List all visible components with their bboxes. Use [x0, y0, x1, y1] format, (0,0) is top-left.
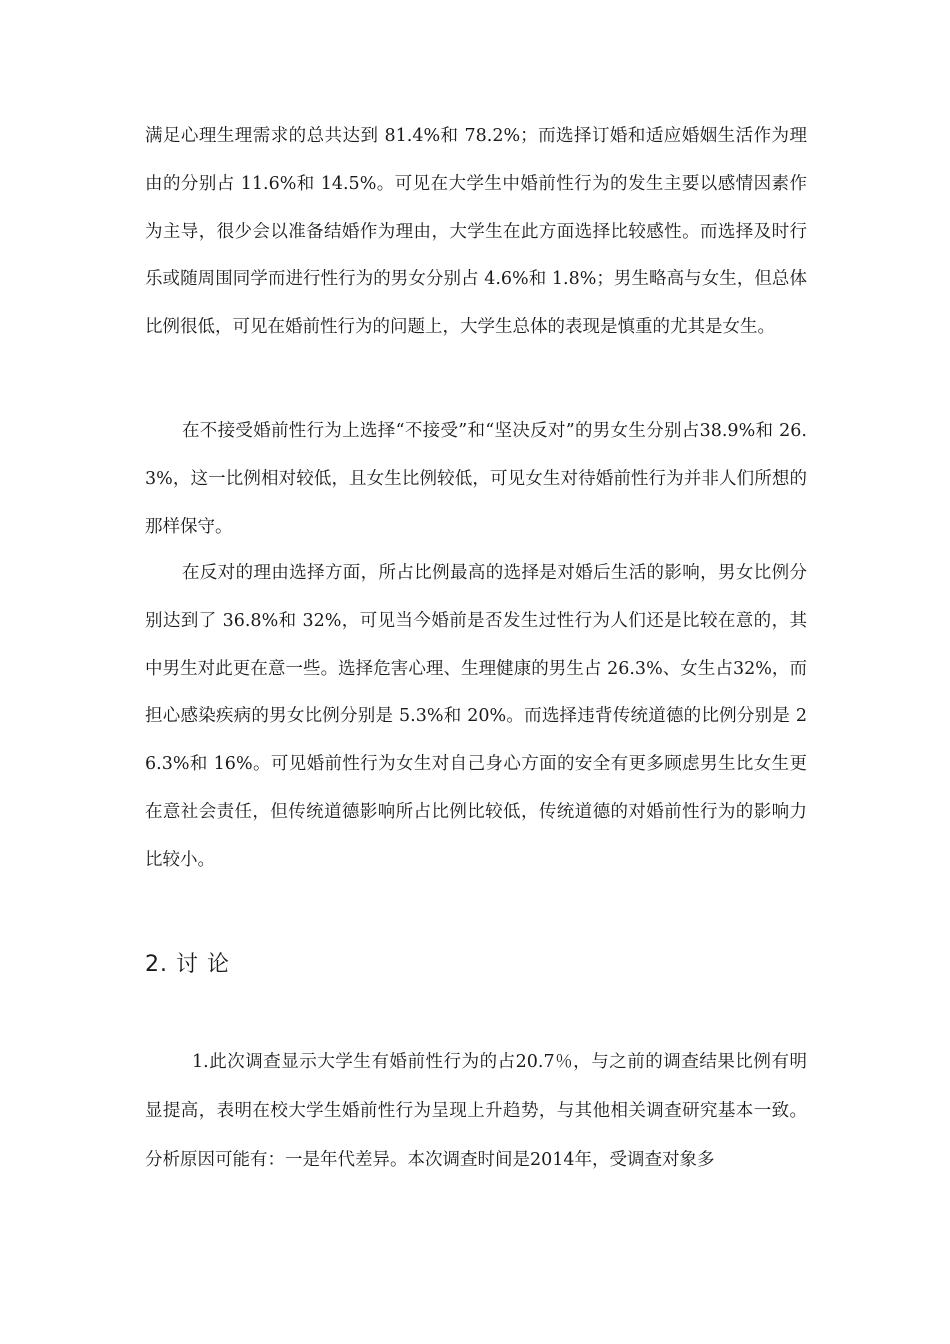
section-heading: 2. 讨 论 [145, 952, 230, 977]
body-paragraph-3: 在反对的理由选择方面，所占比例最高的选择是对婚后生活的影响，男女比例分别达到了 36.8%和 32%，可见当今婚前是否发生过性行为人们还是比较在意的，其中男生对此更在意一些。选择危害心理、生理健康的男生占 26.3%、女生占32%，而担心感染疾病的男女比例分别是 5.3%和 20%。而选择违背传统道德的比例分别是 26.3%和 16%。可见婚前性行为女生对自己身心方面的安全有更多顾虑男生比女生更在意社会责任，但传统道德影响所占比例比较低，传统道德的对婚前性行为的影响力比较小。 [145, 563, 807, 870]
body-paragraph-2: 在不接受婚前性行为上选择“不接受”和“坚决反对”的男女生分别占38.9%和 26.3%，这一比例相对较低，且女生比例较低，可见女生对待婚前性行为并非人们所想的那样保守。 [145, 421, 807, 537]
discussion-paragraph: 1.此次调查显示大学生有婚前性行为的占20.7％，与之前的调查结果比例有明显提高，表明在校大学生婚前性行为呈现上升趋势，与其他相关调查研究基本一致。分析原因可能有：一是年代差异。本次调查时间是2014年，受调查对象多 [145, 1052, 807, 1170]
body-paragraph-1: 满足心理生理需求的总共达到 81.4%和 78.2%；而选择订婚和适应婚姻生活作为理由的分别占 11.6%和 14.5%。可见在大学生中婚前性行为的发生主要以感情因素作为主导，很少会以准备结婚作为理由，大学生在此方面选择比较感性。而选择及时行乐或随周围同学而进行性行为的男女分别占 4.6%和 1.8%；男生略高与女生，但总体比例很低，可见在婚前性行为的问题上，大学生总体的表现是慎重的尤其是女生。 [145, 126, 807, 338]
